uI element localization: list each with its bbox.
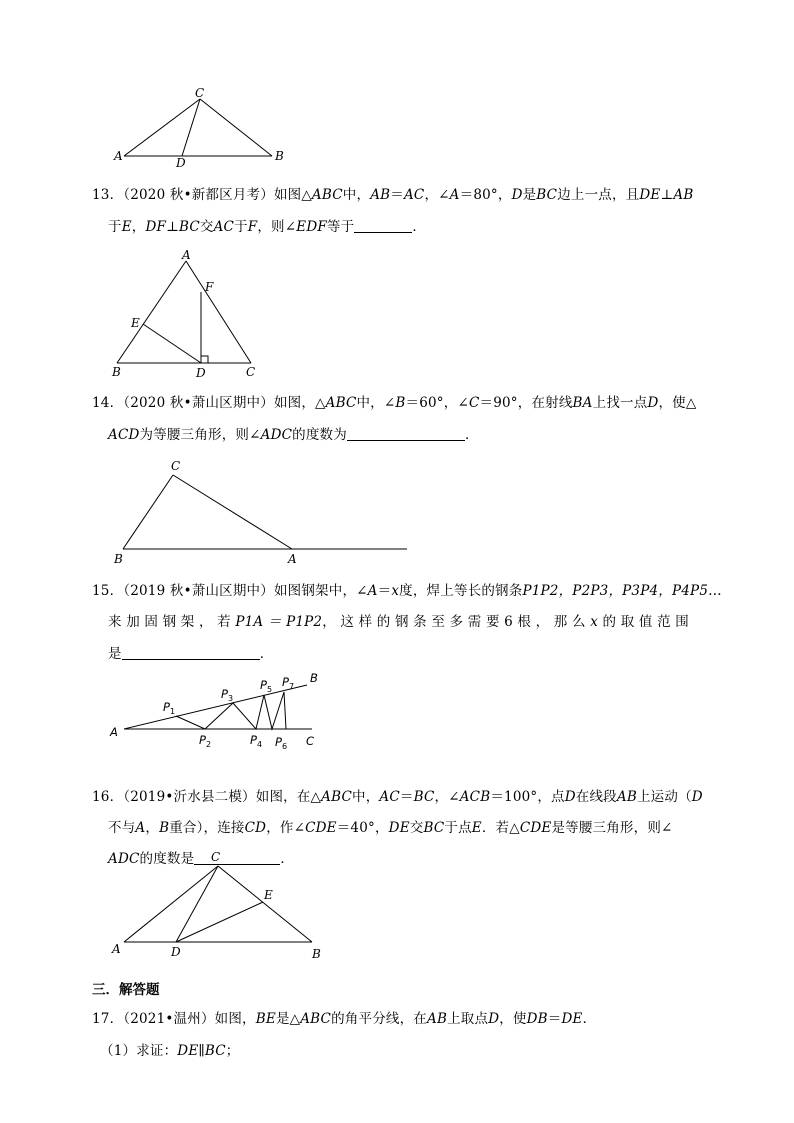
fig16-label-e: E bbox=[264, 888, 273, 902]
svg-text:P5: $P_5$ bbox=[260, 678, 273, 694]
fig12-label-d: D bbox=[176, 156, 186, 170]
answer-blank[interactable] bbox=[194, 850, 280, 865]
q17-line1: 17．（2021•温州）如图，BE是△ABC的角平分线，在AB上取点D，使DB＝DE． bbox=[92, 1011, 597, 1027]
fig13-label-c: C bbox=[246, 365, 256, 379]
q15-line1: 15．（2019 秋•萧山区期中）如图钢架中，∠A＝x度，焊上等长的钢条P1P2，P2P3，P3P4，P4P5… bbox=[92, 583, 722, 599]
fig15-label-a: A bbox=[110, 725, 118, 739]
answer-blank[interactable] bbox=[122, 645, 260, 660]
fig14-label-a: A bbox=[288, 552, 297, 566]
answer-blank[interactable] bbox=[347, 426, 465, 441]
svg-text:P1: $P_1$ bbox=[163, 700, 176, 716]
figure-triangle-abc-13 bbox=[117, 261, 251, 363]
q13-line2: 于E，DF⊥BC交AC于F，则∠EDF等于 ． bbox=[108, 219, 427, 235]
q14-line1: 14．（2020 秋•萧山区期中）如图，△ABC中，∠B＝60°，∠C＝90°，在射线BA上找一点D，使△ bbox=[92, 395, 697, 411]
svg-text:P6: $P_6$ bbox=[275, 735, 288, 751]
fig16-label-b: B bbox=[312, 947, 321, 961]
figure-13-labels bbox=[111, 248, 255, 380]
fig13-label-a: A bbox=[182, 248, 191, 262]
q14-line2: ACD为等腰三角形，则∠ADC的度数为 ． bbox=[108, 427, 479, 443]
fig12-label-b: B bbox=[275, 149, 284, 163]
figure-12-labels bbox=[113, 86, 284, 170]
figure-triangle-abc-16 bbox=[124, 866, 312, 942]
figure-triangle-abc-14 bbox=[123, 475, 407, 549]
fig13-label-b: B bbox=[112, 365, 121, 379]
fig13-label-e: E bbox=[131, 316, 140, 330]
figure-15-labels bbox=[109, 671, 318, 751]
q16-line2: 不与A，B重合），连接CD，作∠CDE＝40°，DE交BC于点E．若△CDE是等腰三角形，则∠ bbox=[108, 820, 673, 836]
fig15-label-b: B bbox=[310, 671, 318, 685]
fig12-label-c: C bbox=[195, 86, 205, 100]
q15-line2: 来 加 固 钢 架 ， 若 P1A ＝ P1P2， 这 样 的 钢 条 至 多 需 要 6 根 ， 那 么 x 的 取 值 范 围 bbox=[108, 614, 689, 630]
fig13-label-f: F bbox=[205, 280, 214, 294]
fig16-label-c: C bbox=[211, 850, 221, 864]
fig14-label-b: B bbox=[114, 552, 123, 566]
fig12-label-a: A bbox=[114, 149, 123, 163]
figure-steel-frame bbox=[124, 685, 312, 729]
section-heading: 三．解答题 bbox=[92, 982, 160, 998]
q15-line3: 是 ． bbox=[108, 646, 274, 662]
figure-14-labels bbox=[113, 459, 297, 566]
svg-text:P2: $P_2$ bbox=[199, 733, 212, 749]
figure-triangle-acb bbox=[124, 99, 272, 156]
fig16-label-a: A bbox=[112, 942, 121, 956]
svg-text:P4: $P_4$ bbox=[250, 733, 263, 749]
fig15-label-c: C bbox=[306, 734, 315, 748]
fig14-label-c: C bbox=[171, 459, 181, 473]
q17-line2: （1）求证：DE∥BC； bbox=[100, 1043, 240, 1059]
fig13-label-d: D bbox=[196, 366, 206, 380]
svg-text:P3: $P_3$ bbox=[221, 687, 234, 703]
q16-line3: ADC的度数是 ． bbox=[108, 851, 295, 867]
q13-line1: 13．（2020 秋•新都区月考）如图△ABC中，AB＝AC，∠A＝80°，D是BC边上一点，且DE⊥AB bbox=[92, 187, 694, 203]
answer-blank[interactable] bbox=[354, 218, 412, 233]
fig16-label-d: D bbox=[171, 945, 181, 959]
q16-line1: 16．（2019•沂水县二模）如图，在△ABC中，AC＝BC，∠ACB＝100°，点D在线段AB上运动（D bbox=[92, 789, 703, 805]
svg-text:P7: $P_7$ bbox=[282, 675, 295, 691]
